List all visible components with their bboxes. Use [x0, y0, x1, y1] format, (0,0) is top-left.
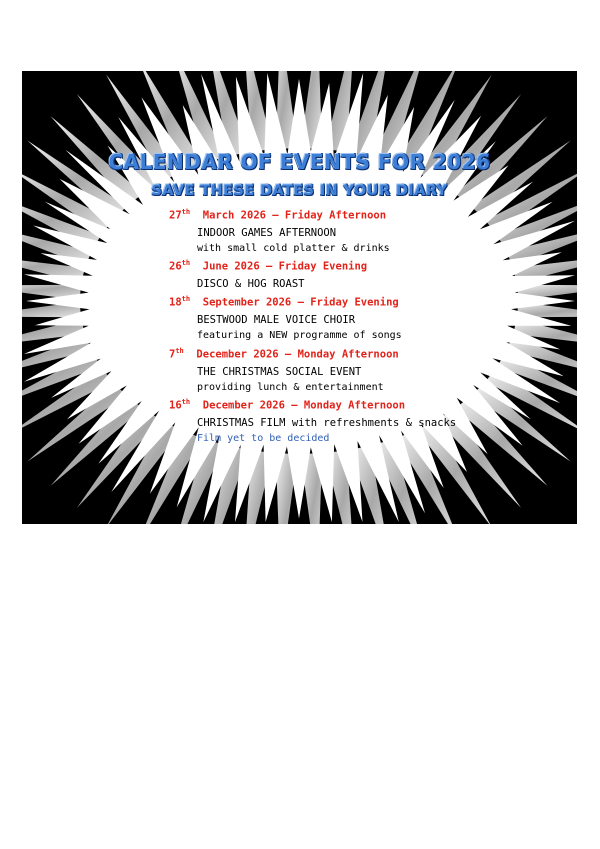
event-date: 16th December 2026 – Monday Afternoon — [169, 398, 406, 412]
event-title: DISCO & HOG ROAST — [197, 277, 305, 290]
event-date: 26th June 2026 – Friday Evening — [169, 259, 368, 273]
event-date: 27th March 2026 – Friday Afternoon — [169, 208, 387, 222]
event-detail: with small cold platter & drinks — [197, 242, 390, 254]
event-detail: providing lunch & entertainment — [197, 381, 384, 393]
event-item — [169, 259, 367, 290]
event-item — [169, 295, 402, 341]
event-title: INDOOR GAMES AFTERNOON — [197, 226, 337, 239]
event-poster — [22, 71, 577, 524]
poster-subtitle: SAVE THESE DATES IN YOUR DIARY — [151, 183, 448, 199]
event-note: Film yet to be decided — [197, 432, 330, 444]
poster-title: CALENDAR OF EVENTS FOR 2026 — [108, 150, 491, 174]
event-item — [169, 398, 456, 444]
event-item — [169, 347, 399, 393]
poster-content — [22, 71, 577, 524]
event-title: CHRISTMAS FILM with refreshments & snacks — [197, 416, 457, 429]
event-detail: featuring a NEW programme of songs — [197, 329, 402, 341]
event-title: THE CHRISTMAS SOCIAL EVENT — [197, 365, 362, 378]
event-date: 18th September 2026 – Friday Evening — [169, 295, 399, 309]
event-title: BESTWOOD MALE VOICE CHOIR — [197, 313, 356, 326]
event-date: 7th December 2026 – Monday Afternoon — [169, 347, 399, 361]
event-item — [169, 208, 390, 254]
